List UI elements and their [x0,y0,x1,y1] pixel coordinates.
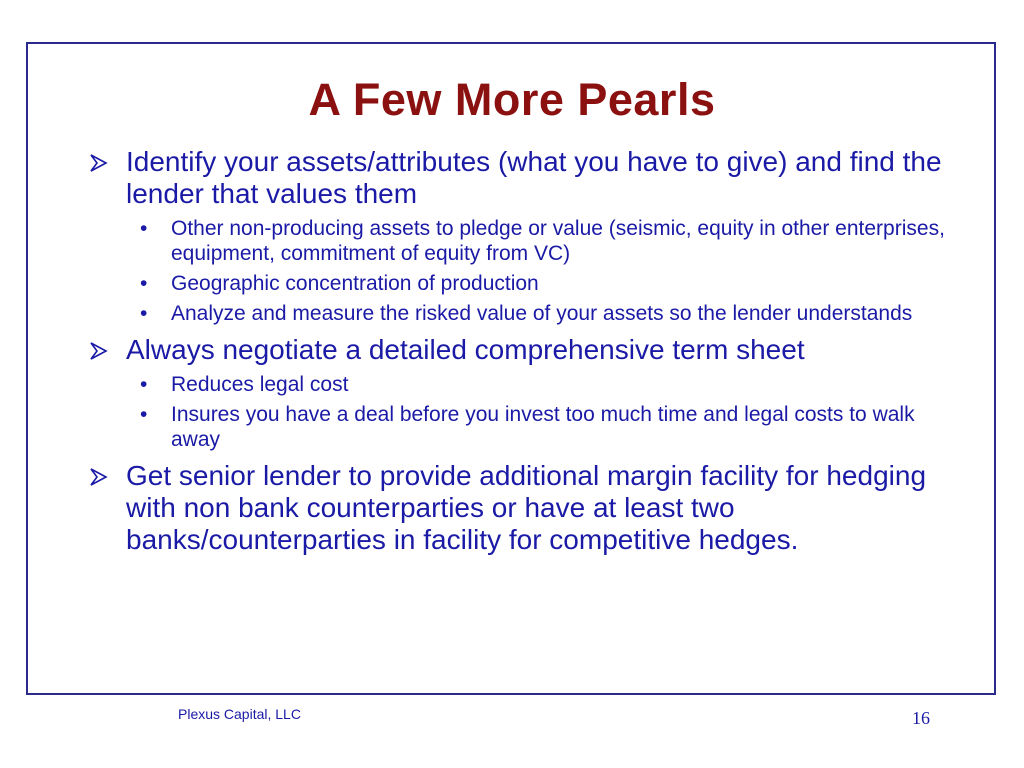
sub-bullet-text: Analyze and measure the risked value of your assets so the lender understands [171,302,913,325]
sub-bullet-text: Reduces legal cost [171,373,349,396]
slide-title: A Few More Pearls [308,74,716,125]
sub-bullet-item [88,301,948,326]
slide-content [88,146,948,564]
arrow-bullet-icon [88,466,110,488]
dot-bullet-icon: • [140,403,148,426]
dot-bullet-icon: • [140,373,148,396]
sub-bullet-item [88,372,948,397]
sub-bullet-item [88,216,948,266]
page-number: 16 [912,708,930,728]
bullet-group-2 [88,334,948,452]
arrow-bullet-icon [88,340,110,362]
bullet-item [88,334,948,366]
footer-company: Plexus Capital, LLC [178,706,301,722]
sub-bullet-text: Other non-producing assets to pledge or value (seismic, equity in other enterprises, equipment, commitment of equity from VC) [171,217,945,265]
sub-bullet-item [88,402,948,452]
dot-bullet-icon: • [140,302,148,325]
bullet-text: Always negotiate a detailed comprehensive term sheet [126,334,805,365]
arrow-bullet-icon [88,152,110,174]
sub-bullet-item [88,271,948,296]
bullet-text: Identify your assets/attributes (what you have to give) and find the lender that values them [126,146,942,209]
bullet-group-1 [88,146,948,326]
dot-bullet-icon: • [140,217,148,240]
sub-bullet-text: Insures you have a deal before you invest too much time and legal costs to walk away [171,403,915,451]
bullet-group-3 [88,460,948,556]
bullet-item [88,460,948,556]
bullet-item [88,146,948,210]
sub-bullet-text: Geographic concentration of production [171,272,539,295]
bullet-text: Get senior lender to provide additional margin facility for hedging with non bank counterparties or have at least two banks/counterparties in facility for competitive hedges. [126,460,927,555]
dot-bullet-icon: • [140,272,148,295]
